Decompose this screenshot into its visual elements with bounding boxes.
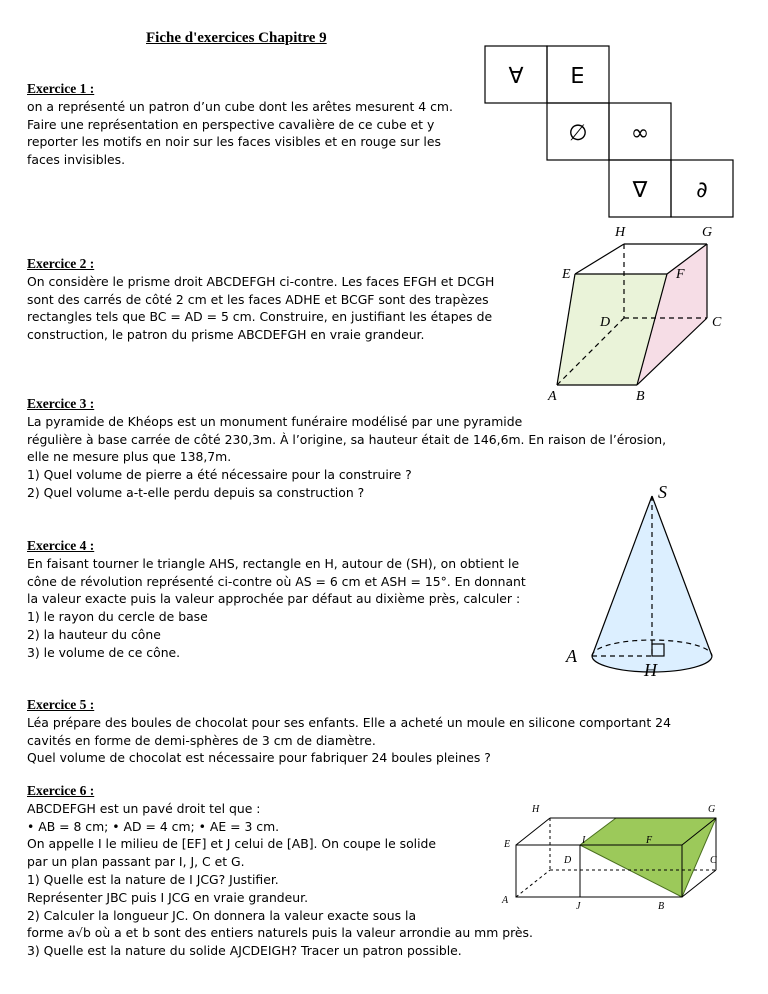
exercise-3-line: 2) Quel volume a-t-elle perdu depuis sa construction ? — [27, 484, 365, 500]
exercise-6-line: forme a√b où a et b sont des entiers naturels puis la valeur arrondie au mm près. — [27, 925, 533, 941]
exercise-6-line: 1) Quelle est la nature de I JCG? Justifier. — [27, 871, 279, 887]
vertex-label-i: I — [582, 835, 586, 846]
exists-symbol: ∃ — [571, 61, 585, 86]
exercise-6-line: 2) Calculer la longueur JC. On donnera la valeur exacte sous la — [27, 907, 417, 923]
exercise-5-line: Léa prépare des boules de chocolat pour ses enfants. Elle a acheté un moule en silicone comportant 24 — [27, 714, 671, 730]
exercise-3-line: elle ne mesure plus que 138,7m. — [27, 449, 232, 465]
vertex-label-b: B — [658, 901, 665, 912]
vertex-label-c: C — [712, 315, 722, 330]
vertex-label-a: A — [548, 389, 557, 404]
exercise-6-line: On appelle I le milieu de [EF] et J celui de [AB]. On coupe le solide — [27, 836, 437, 852]
exercise-4-line: cône de révolution représenté ci-contre où AS = 6 cm et ASH = 15°. En donnant — [27, 573, 526, 589]
exercise-2 — [27, 255, 494, 344]
emptyset-symbol: ∅ — [568, 121, 588, 146]
vertex-label-s: S — [658, 482, 667, 502]
vertex-label-e: E — [504, 839, 511, 850]
exercise-6-heading: Exercice 6 : — [27, 783, 95, 798]
exercise-5-heading: Exercice 5 : — [27, 697, 95, 712]
vertex-label-a: A — [502, 895, 509, 906]
box-figure — [498, 800, 728, 915]
exercise-3-line: La pyramide de Khéops est un monument funéraire modélisé par une pyramide — [27, 413, 523, 429]
vertex-label-c: C — [710, 855, 717, 866]
exercise-6-line: 3) Quelle est la nature du solide AJCDEIGH? Tracer un patron possible. — [27, 943, 462, 959]
exercise-4-line: 1) le rayon du cercle de base — [27, 609, 208, 625]
exercise-6-line: Représenter JBC puis I JCG en vraie grandeur. — [27, 889, 309, 905]
vertex-label-h: H — [532, 804, 540, 815]
exercise-2-line: On considère le prisme droit ABCDEFGH ci-contre. Les faces EFGH et DCGH — [27, 273, 495, 289]
exercise-6-line: ABCDEFGH est un pavé droit tel que : — [27, 800, 261, 816]
cone-figure — [560, 478, 730, 683]
partial-symbol: ∂ — [696, 178, 708, 203]
exercise-2-line: rectangles tels que BC = AD = 5 cm. Construire, en justifiant les étapes de — [27, 309, 493, 325]
exercise-4 — [27, 537, 526, 662]
exercise-4-line: 2) la hauteur du cône — [27, 626, 161, 642]
vertex-label-d: D — [564, 855, 572, 866]
prism-figure — [540, 222, 730, 407]
exercise-2-line: construction, le patron du prisme ABCDEFGH en vraie grandeur. — [27, 327, 425, 343]
exercise-3-heading: Exercice 3 : — [27, 396, 95, 411]
forall-symbol: ∀ — [508, 64, 524, 89]
vertex-label-h: H — [644, 660, 657, 680]
exercise-3-line: régulière à base carrée de côté 230,3m. À l’origine, sa hauteur était de 146,6m. En raison de l’érosion, — [27, 431, 667, 447]
exercise-1-heading: Exercice 1 : — [27, 81, 95, 96]
exercise-1 — [27, 80, 497, 169]
vertex-label-d: D — [600, 315, 611, 330]
cube-net-figure — [484, 45, 744, 220]
exercise-6-line: par un plan passant par I, J, C et G. — [27, 854, 245, 870]
vertex-label-f: F — [646, 835, 653, 846]
exercise-3-line: 1) Quel volume de pierre a été nécessaire pour la construire ? — [27, 467, 412, 483]
exercise-5 — [27, 696, 671, 767]
exercise-1-line: on a représenté un patron d’un cube dont les arêtes mesurent 4 cm. — [27, 98, 453, 114]
exercise-6-line: • AB = 8 cm; • AD = 4 cm; • AE = 3 cm. — [27, 818, 280, 834]
vertex-label-f: F — [676, 267, 685, 282]
exercise-4-line: En faisant tourner le triangle AHS, rectangle en H, autour de (SH), on obtient le — [27, 555, 520, 571]
exercise-5-line: Quel volume de chocolat est nécessaire pour fabriquer 24 boules pleines ? — [27, 750, 491, 766]
page-title: Fiche d'exercices Chapitre 9 — [146, 30, 327, 46]
exercise-6 — [27, 782, 533, 960]
exercise-2-heading: Exercice 2 : — [27, 256, 95, 271]
infinity-symbol: ∞ — [630, 121, 650, 146]
vertex-label-a: A — [566, 646, 577, 666]
exercise-1-line: Faire une représentation en perspective cavalière de ce cube et y — [27, 116, 435, 132]
exercise-5-line: cavités en forme de demi-sphères de 3 cm de diamètre. — [27, 732, 376, 748]
exercise-4-line: la valeur exacte puis la valeur approchée par défaut au dixième près, calculer : — [27, 591, 521, 607]
exercise-4-line: 3) le volume de ce cône. — [27, 644, 181, 660]
vertex-label-e: E — [562, 267, 571, 282]
vertex-label-g: G — [708, 804, 716, 815]
exercise-4-heading: Exercice 4 : — [27, 538, 95, 553]
exercise-1-line: reporter les motifs en noir sur les faces visibles et en rouge sur les — [27, 134, 441, 150]
vertex-label-h: H — [615, 225, 626, 240]
exercise-2-line: sont des carrés de côté 2 cm et les faces ADHE et BCGF sont des trapèzes — [27, 291, 489, 307]
vertex-label-b: B — [636, 389, 645, 404]
nabla-symbol: ∇ — [632, 178, 648, 203]
exercise-1-line: faces invisibles. — [27, 152, 126, 168]
vertex-label-g: G — [702, 225, 713, 240]
vertex-label-j: J — [576, 901, 581, 912]
